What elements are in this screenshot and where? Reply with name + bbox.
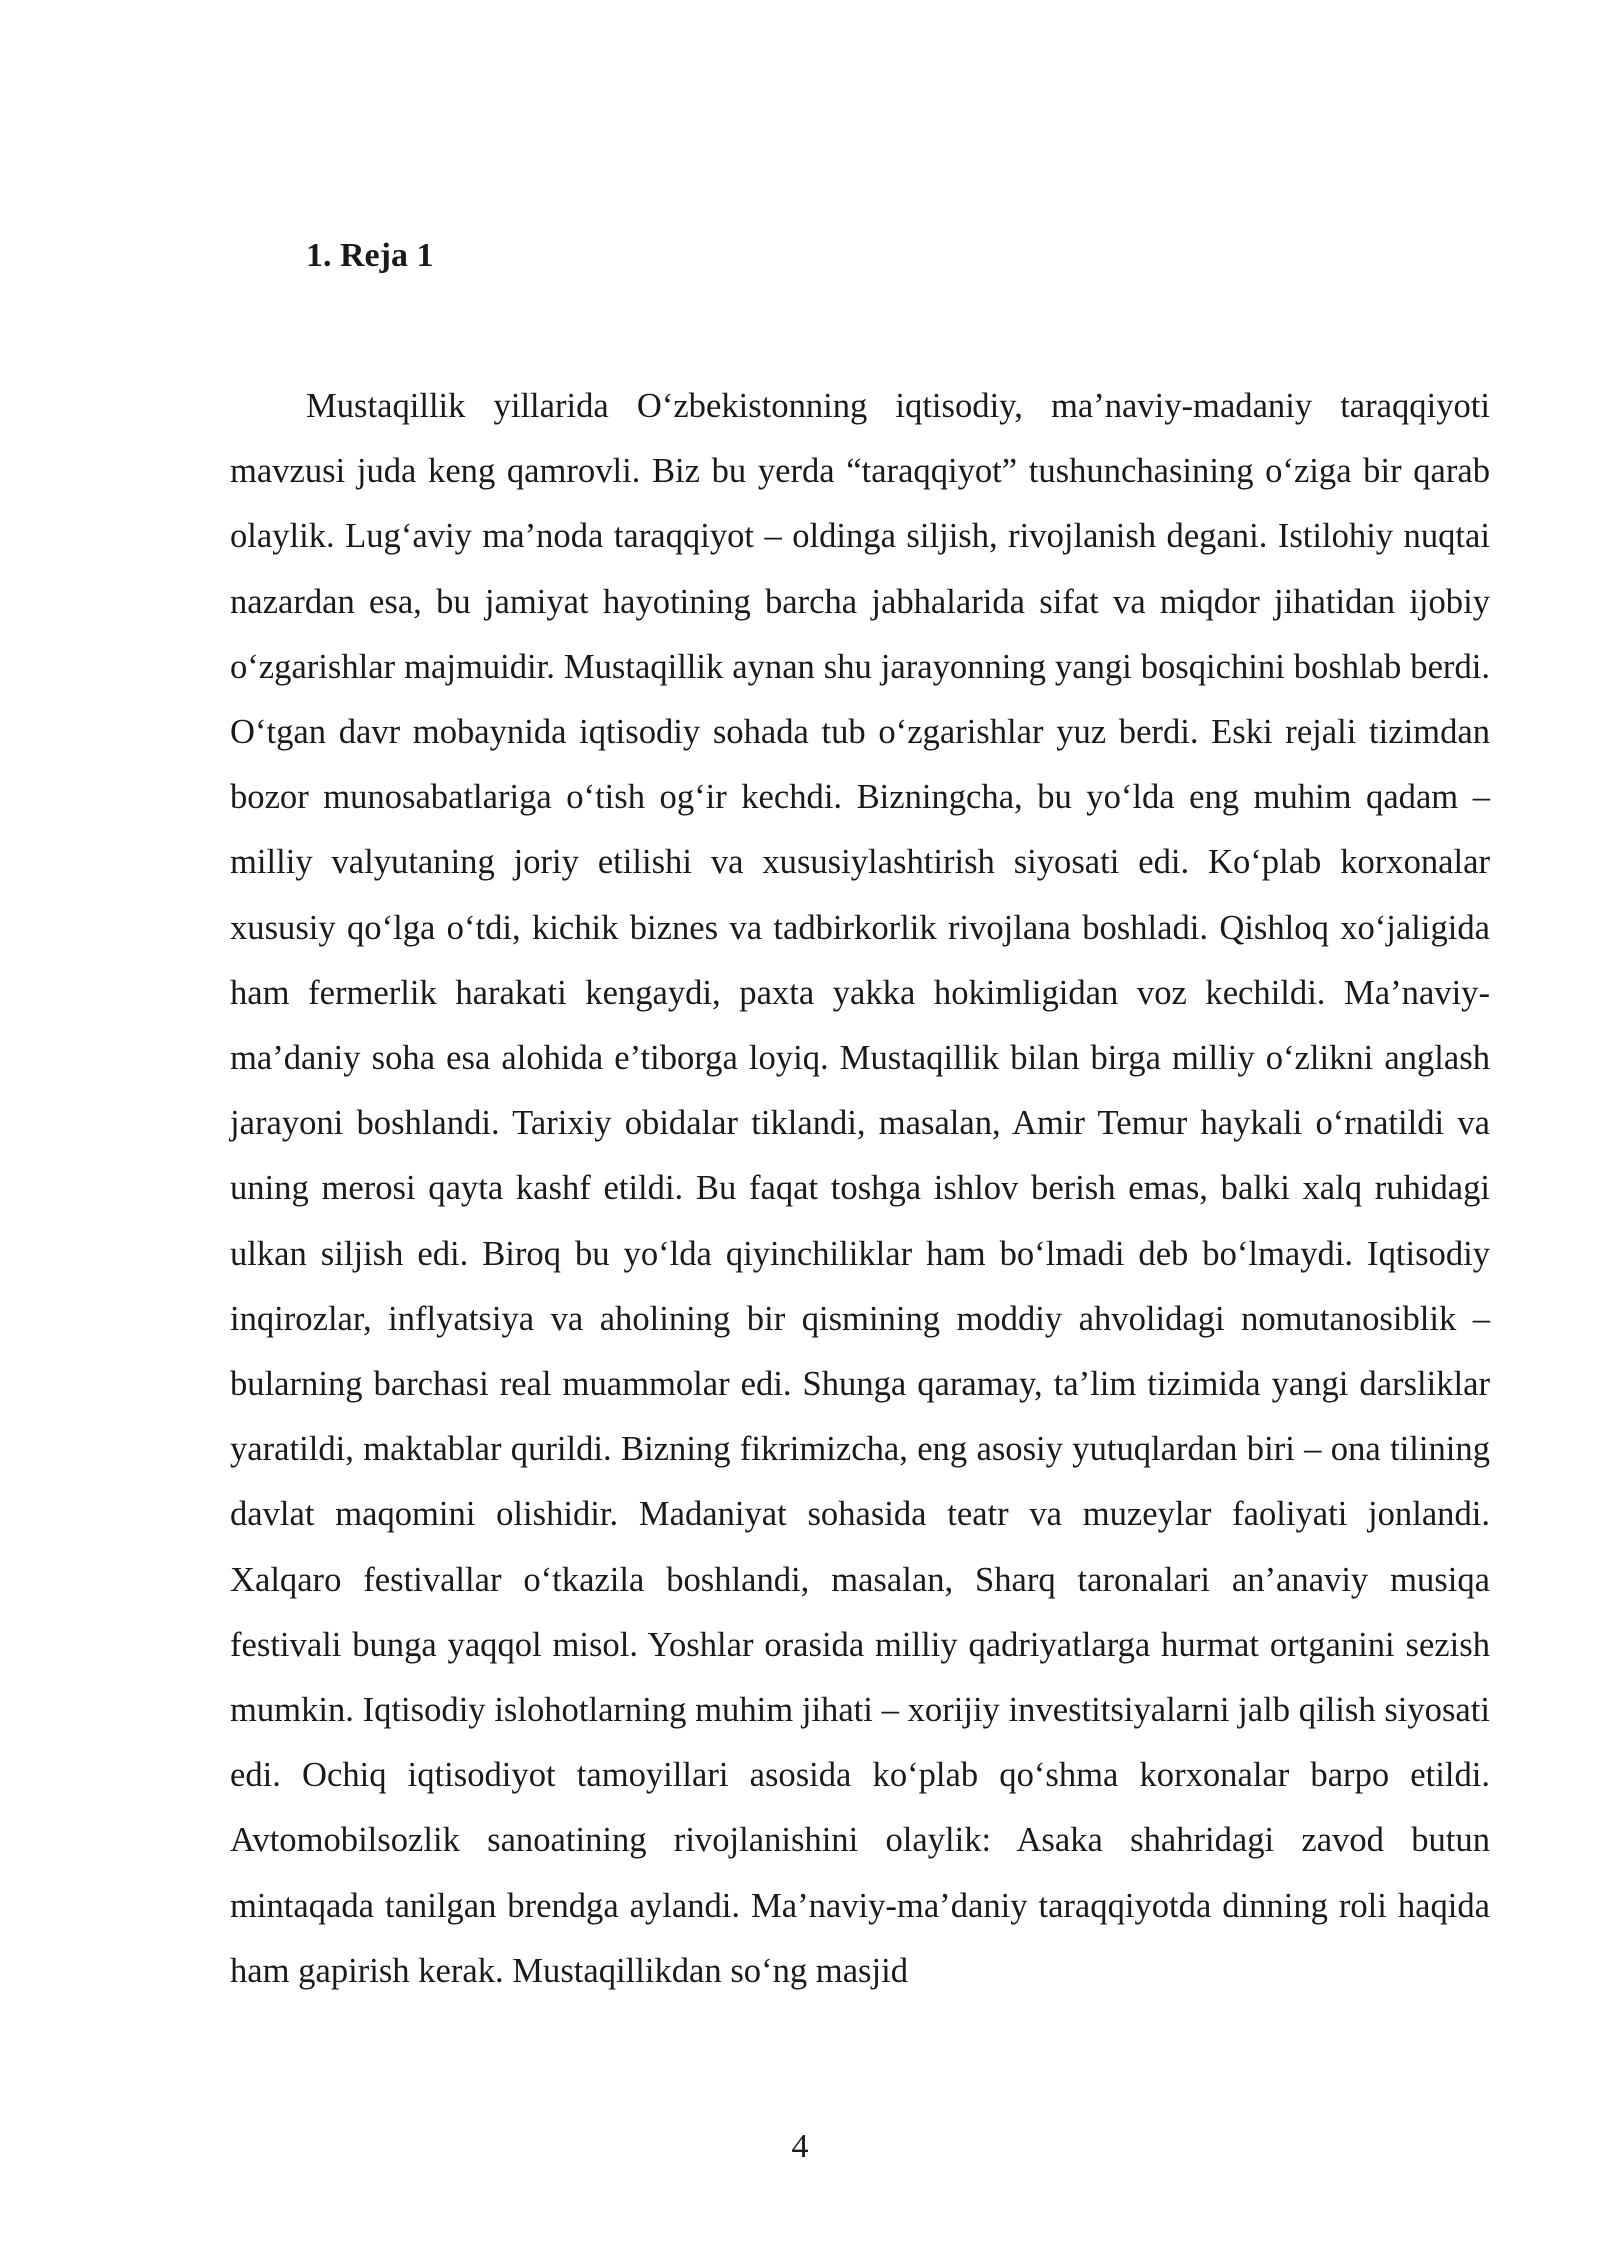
section-heading: 1. Reja 1 (306, 237, 434, 274)
page-number: 4 (791, 2128, 809, 2165)
body-paragraph: Mustaqillik yillarida O‘zbekistonning iqtisodiy, ma’naviy-madaniy taraqqiyoti mavzusi juda keng qamrovli. Biz bu yerda “taraqqiyot” tushunchasining o‘ziga bir qarab olaylik. Lug‘aviy ma’noda taraqqiyot – oldinga siljish, rivojlanish degani. Istilohiy nuqtai nazardan esa, bu jamiyat hayotining barcha jabhalarida sifat va miqdor jihatidan ijobiy o‘zgarishlar majmuidir. Mustaqillik aynan shu jarayonning yangi bosqichini boshlab berdi. O‘tgan davr mobaynida iqtisodiy sohada tub o‘zgarishlar yuz berdi. Eski rejali tizimdan bozor munosabatlariga o‘tish og‘ir kechdi. Bizningcha, bu yo‘lda eng muhim qadam – milliy valyutaning joriy etilishi va xususiylashtirish siyosati edi. Ko‘plab korxonalar xususiy qo‘lga o‘tdi, kichik biznes va tadbirkorlik rivojlana boshladi. Qishloq xo‘jaligida ham fermerlik harakati kengaydi, paxta yakka hokimligidan voz kechildi. Ma’naviy-ma’daniy soha esa alohida e’tiborga loyiq. Mustaqillik bilan birga milliy o‘zlikni anglash jarayoni boshlandi. Tarixiy obidalar tiklandi, masalan, Amir Temur haykali o‘rnatildi va uning merosi qayta kashf etildi. Bu faqat toshga ishlov berish emas, balki xalq ruhidagi ulkan siljish edi. Biroq bu yo‘lda qiyinchiliklar ham bo‘lmadi deb bo‘lmaydi. Iqtisodiy inqirozlar, inflyatsiya va aholining bir qismining moddiy ahvolidagi nomutanosiblik – bularning barchasi real muammolar edi. Shunga qaramay, ta’lim tizimida yangi darsliklar yaratildi, maktablar qurildi. Bizning fikrimizcha, eng asosiy yutuqlardan biri – ona tilining davlat maqomini olishidir. Madaniyat sohasida teatr va muzeylar faoliyati jonlandi. Xalqaro festivallar o‘tkazila boshlandi, masalan, Sharq taronalari an’anaviy musiqa festivali bunga yaqqol misol. Yoshlar orasida milliy qadriyatlarga hurmat ortganini sezish mumkin. Iqtisodiy islohotlarning muhim jihati – xorijiy investitsiyalarni jalb qilish siyosati edi. Ochiq iqtisodiyot tamoyillari asosida ko‘plab qo‘shma korxonalar barpo etildi. Avtomobilsozlik sanoatining rivojlanishini olaylik: Asaka shahridagi zavod butun mintaqada tanilgan brendga aylandi. Ma’naviy-ma’daniy taraqqiyotda dinning roli haqida ham gapirish kerak. Mustaqillikdan so‘ng masjid (230, 387, 1490, 1990)
